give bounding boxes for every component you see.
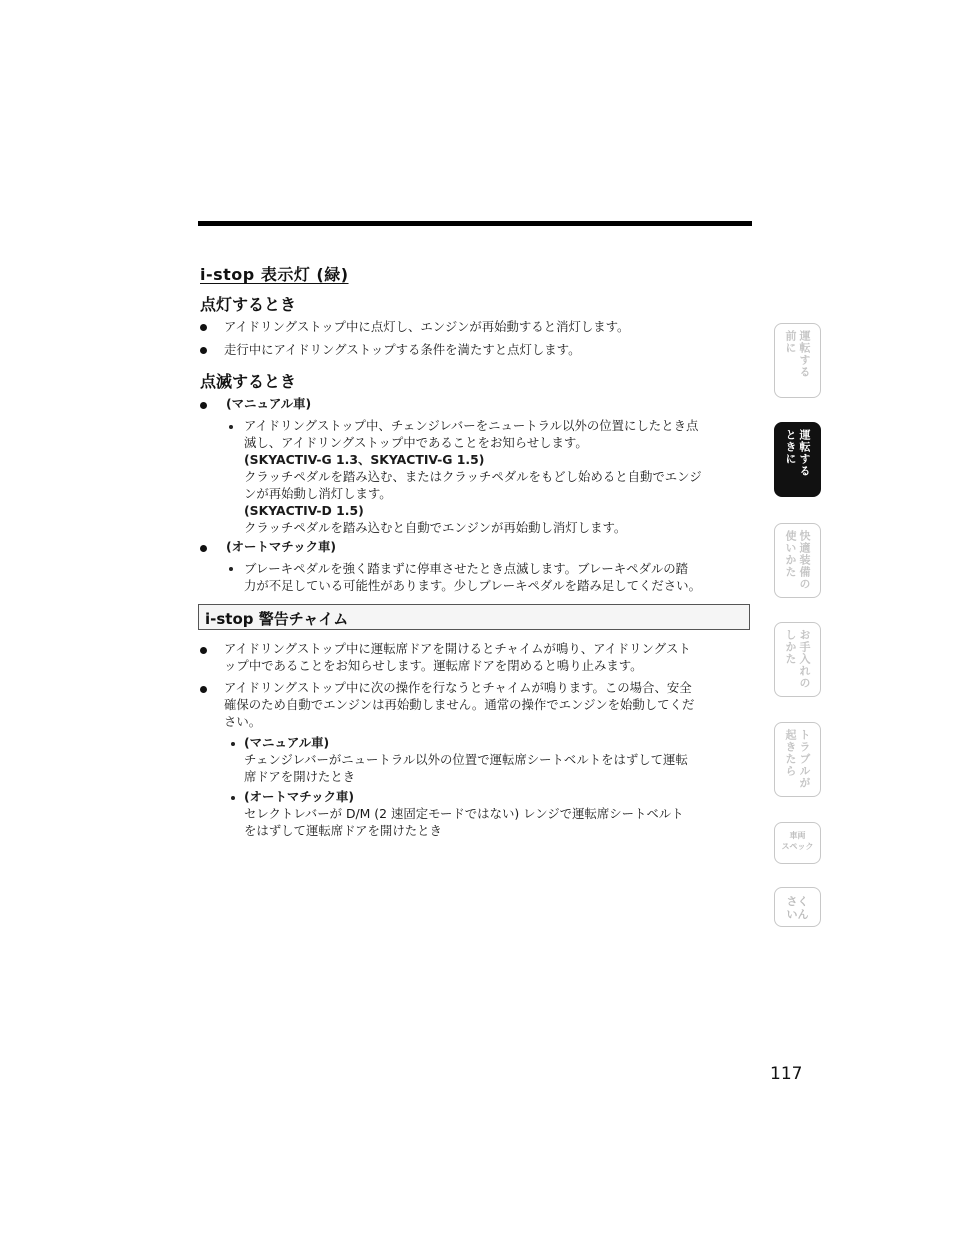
bullet-dot <box>200 545 207 552</box>
section-header-warning-chime <box>198 604 750 630</box>
lit-item-1: アイドリングストップ中に点灯し、エンジンが再始動すると消灯します。 <box>224 319 630 334</box>
tab-specs[interactable] <box>774 822 821 864</box>
tab-trouble[interactable] <box>774 722 821 797</box>
tab-comfort-equipment[interactable] <box>774 523 821 598</box>
tab-label: さく <box>786 895 809 908</box>
chime-item-2-line-1: アイドリングストップ中に次の操作を行なうとチャイムが鳴ります。この場合、安全 <box>224 680 692 695</box>
g-engine-label: (SKYACTIV-G 1.3、SKYACTIV-G 1.5) <box>244 452 485 467</box>
top-rule <box>198 221 752 226</box>
bullet-dot <box>200 347 207 354</box>
chime-auto-text-2: をはずして運転席ドアを開けたとき <box>244 823 442 838</box>
tab-label: トラブルが <box>798 729 811 789</box>
chime-manual-label: (マニュアル車) <box>244 735 330 750</box>
auto-label: (オートマチック車) <box>226 539 337 554</box>
sub-bullet <box>229 425 233 429</box>
bullet-dot <box>200 647 207 654</box>
tab-while-driving[interactable] <box>774 422 821 497</box>
chime-item-1-line-2: ップ中であることをお知らせします。運転席ドアを閉めると鳴り止みます。 <box>224 658 643 673</box>
tab-label: しかた <box>784 629 797 665</box>
tab-label: 前に <box>784 330 797 354</box>
tab-label: 起きたら <box>784 729 797 777</box>
tab-label: ときに <box>784 429 797 465</box>
heading-blink: 点滅するとき <box>200 372 297 391</box>
d-engine-label: (SKYACTIV-D 1.5) <box>244 503 364 518</box>
sub-bullet <box>229 567 233 571</box>
page-number: 117 <box>770 1064 803 1084</box>
chime-item-2-line-3: さい。 <box>224 714 262 729</box>
tab-label: 快適装備の <box>798 530 811 590</box>
tab-label: 運転する <box>798 330 811 378</box>
g-text-2: ンが再始動し消灯します。 <box>244 486 392 501</box>
g-text-1: クラッチペダルを踏み込む、またはクラッチペダルをもどし始めると自動でエンジ <box>244 469 702 484</box>
manual-text-2: 滅し、アイドリングストップ中であることをお知らせします。 <box>244 435 588 450</box>
manual-text-1: アイドリングストップ中、チェンジレバーをニュートラル以外の位置にしたとき点 <box>244 418 699 433</box>
chime-item-1-line-1: アイドリングストップ中に運転席ドアを開けるとチャイムが鳴り、アイドリングスト <box>224 641 691 656</box>
tab-label: スペック <box>781 842 814 851</box>
d-text-1: クラッチペダルを踏み込むと自動でエンジンが再始動し消灯します。 <box>244 520 627 535</box>
auto-text-1: ブレーキペダルを強く踏まずに停車させたとき点滅します。ブレーキペダルの踏 <box>244 561 689 576</box>
tab-before-driving[interactable] <box>774 323 821 398</box>
bullet-dot <box>200 402 207 409</box>
tab-index[interactable] <box>774 887 821 927</box>
sub-bullet <box>231 742 235 746</box>
manual-label: (マニュアル車) <box>226 396 312 411</box>
chime-manual-text-1: チェンジレバーがニュートラル以外の位置で運転席シートベルトをはずして運転 <box>244 752 688 767</box>
section-title-warning-chime: i-stop 警告チャイム <box>205 610 349 628</box>
section-title-istop-indicator: i-stop 表示灯 (緑) <box>200 265 349 284</box>
chime-item-2-line-2: 確保のため自動でエンジンは再始動しません。通常の操作でエンジンを始動してくだ <box>224 697 695 712</box>
bullet-dot <box>200 686 207 693</box>
chime-auto-label: (オートマチック車) <box>244 789 355 804</box>
tab-label: 使いかた <box>784 530 797 578</box>
tab-label: 車両 <box>789 831 806 840</box>
auto-text-2: 力が不足している可能性があります。少しブレーキペダルを踏み足してください。 <box>244 578 701 593</box>
lit-item-2: 走行中にアイドリングストップする条件を満たすと点灯します。 <box>224 342 581 357</box>
bullet-dot <box>200 324 207 331</box>
chime-auto-text-1: セレクトレバーが D/M (2 速固定モードではない) レンジで運転席シートベルト <box>244 806 684 821</box>
sub-bullet <box>231 796 235 800</box>
tab-label: いん <box>786 908 809 921</box>
heading-lit: 点灯するとき <box>200 295 297 314</box>
tab-label: お手入れの <box>798 629 811 689</box>
tab-maintenance[interactable] <box>774 622 821 697</box>
tab-label: 運転する <box>798 429 811 477</box>
chime-manual-text-2: 席ドアを開けたとき <box>244 769 356 784</box>
